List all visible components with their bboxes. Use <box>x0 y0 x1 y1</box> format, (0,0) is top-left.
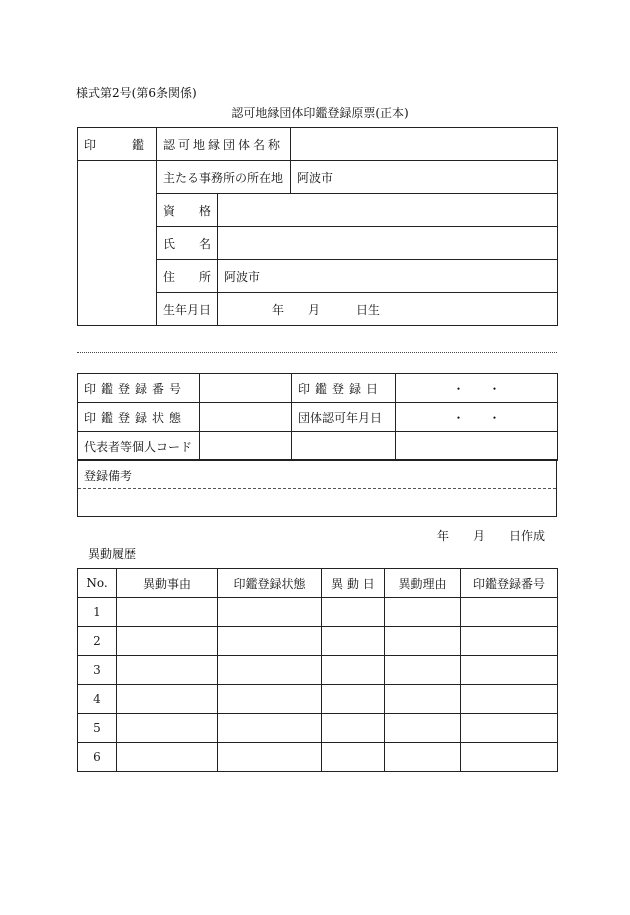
col-header-date: 異 動 日 <box>322 569 385 598</box>
birthdate-field[interactable]: 年 月 日生 <box>218 293 558 326</box>
qualification-label: 資 格 <box>157 194 218 227</box>
name-field[interactable] <box>218 227 558 260</box>
remarks-divider <box>78 488 556 489</box>
history-cell[interactable] <box>117 714 218 743</box>
history-cell[interactable] <box>385 685 461 714</box>
history-cell[interactable] <box>322 627 385 656</box>
address-field[interactable]: 阿波市 <box>218 260 558 293</box>
table-row <box>78 685 558 714</box>
qualification-field[interactable] <box>218 194 558 227</box>
reg-date-label: 印鑑登録日 <box>292 374 396 403</box>
cut-line-divider <box>77 352 557 353</box>
name-label: 氏 名 <box>157 227 218 260</box>
history-cell[interactable] <box>385 627 461 656</box>
table-row <box>78 714 558 743</box>
history-cell[interactable] <box>385 598 461 627</box>
seal-impression-area <box>78 161 157 326</box>
history-cell[interactable] <box>461 598 558 627</box>
table-row <box>78 627 558 656</box>
row-number: 4 <box>78 685 117 714</box>
seal-label: 印 鑑 <box>78 128 157 161</box>
rep-code-extra <box>292 432 396 461</box>
reg-status-field[interactable] <box>200 403 292 432</box>
history-cell[interactable] <box>218 627 322 656</box>
history-cell[interactable] <box>322 685 385 714</box>
rep-code-label: 代表者等個人コード <box>78 432 200 461</box>
row-number: 3 <box>78 656 117 685</box>
registration-table <box>77 127 558 326</box>
history-cell[interactable] <box>322 714 385 743</box>
history-cell[interactable] <box>461 656 558 685</box>
history-cell[interactable] <box>385 714 461 743</box>
history-header-row <box>78 569 558 598</box>
history-cell[interactable] <box>117 656 218 685</box>
birthdate-label: 生年月日 <box>157 293 218 326</box>
org-name-field[interactable] <box>291 128 558 161</box>
history-cell[interactable] <box>461 714 558 743</box>
reg-date-field[interactable]: ・ ・ <box>396 374 558 403</box>
row-number: 6 <box>78 743 117 772</box>
history-cell[interactable] <box>117 627 218 656</box>
row-number: 1 <box>78 598 117 627</box>
reg-number-field[interactable] <box>200 374 292 403</box>
history-cell[interactable] <box>385 743 461 772</box>
history-cell[interactable] <box>461 685 558 714</box>
history-heading: 異動履歴 <box>88 547 137 561</box>
history-cell[interactable] <box>117 598 218 627</box>
rep-code-field[interactable] <box>200 432 292 461</box>
history-cell[interactable] <box>322 598 385 627</box>
approval-date-field[interactable]: ・ ・ <box>396 403 558 432</box>
history-cell[interactable] <box>218 743 322 772</box>
rep-code-extra-2 <box>396 432 558 461</box>
form-number: 様式第2号(第6条関係) <box>76 86 197 100</box>
reg-number-label: 印鑑登録番号 <box>78 374 200 403</box>
col-header-status: 印鑑登録状態 <box>218 569 322 598</box>
history-cell[interactable] <box>117 685 218 714</box>
office-use-table <box>77 373 558 461</box>
history-cell[interactable] <box>117 743 218 772</box>
org-name-label: 認可地縁団体名称 <box>157 128 291 161</box>
table-row <box>78 656 558 685</box>
table-row <box>78 598 558 627</box>
office-address-field[interactable]: 阿波市 <box>291 161 558 194</box>
history-cell[interactable] <box>461 743 558 772</box>
reg-status-label: 印鑑登録状態 <box>78 403 200 432</box>
table-row <box>78 743 558 772</box>
col-header-number: 印鑑登録番号 <box>461 569 558 598</box>
row-number: 2 <box>78 627 117 656</box>
history-cell[interactable] <box>322 656 385 685</box>
history-table <box>77 568 558 772</box>
history-cell[interactable] <box>461 627 558 656</box>
col-header-reason: 異動事由 <box>117 569 218 598</box>
row-number: 5 <box>78 714 117 743</box>
col-header-cause: 異動理由 <box>385 569 461 598</box>
approval-date-label: 団体認可年月日 <box>292 403 396 432</box>
remarks-box[interactable] <box>77 459 557 517</box>
history-cell[interactable] <box>385 656 461 685</box>
history-cell[interactable] <box>322 743 385 772</box>
col-header-no: No. <box>78 569 117 598</box>
address-label: 住 所 <box>157 260 218 293</box>
office-address-label: 主たる事務所の所在地 <box>157 161 291 194</box>
remarks-label: 登録備考 <box>84 469 133 483</box>
history-cell[interactable] <box>218 656 322 685</box>
created-date: 年 月 日作成 <box>437 529 546 543</box>
history-cell[interactable] <box>218 598 322 627</box>
document-title: 認可地縁団体印鑑登録原票(正本) <box>231 106 409 120</box>
history-cell[interactable] <box>218 714 322 743</box>
history-cell[interactable] <box>218 685 322 714</box>
